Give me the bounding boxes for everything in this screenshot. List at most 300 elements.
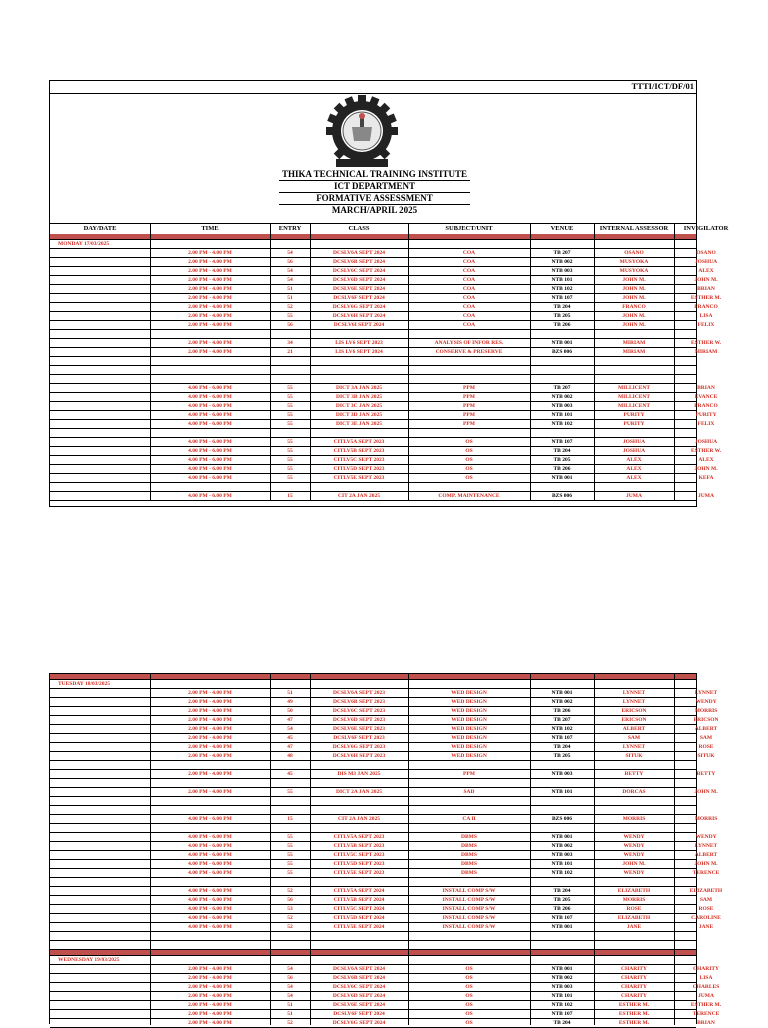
col-invigilator: INVIGILATOR	[683, 225, 729, 232]
cell-venue: NTB 003	[551, 268, 573, 274]
cell-time: 2.00 PM - 4.00 PM	[188, 744, 232, 750]
cell-entry: 55	[287, 870, 293, 876]
cell-invigilator: ERICSON	[693, 717, 719, 723]
cell-class: DICT 2A JAN 2025	[336, 789, 382, 795]
cell-assessor: WENDY	[623, 870, 645, 876]
cell-subject: WED DESIGN	[451, 717, 487, 723]
cell-entry: 52	[287, 924, 293, 930]
cell-class: DCSLV6C SEPT 2024	[332, 984, 386, 990]
cell-subject: INSTALL COMP S/W	[442, 897, 496, 903]
cell-venue: NTB 107	[551, 735, 573, 741]
cell-venue: NTB 001	[551, 966, 573, 972]
cell-entry: 51	[287, 286, 293, 292]
cell-entry: 55	[287, 466, 293, 472]
cell-subject: COA	[462, 259, 476, 265]
cell-venue: TB 204	[553, 888, 571, 894]
spacer-row	[50, 330, 696, 339]
col-subject: SUBJECT/UNIT	[445, 225, 493, 232]
cell-class: DCSLV6G SEPT 2023	[332, 744, 386, 750]
cell-assessor: JOSHUA	[622, 448, 646, 454]
cell-subject: DBMS	[461, 861, 477, 867]
cell-subject: WED DESIGN	[451, 753, 487, 759]
cell-time: 4.00 PM - 6.00 PM	[188, 843, 232, 849]
cell-time: 4.00 PM - 6.00 PM	[188, 924, 232, 930]
table-row	[50, 851, 718, 860]
spacer-row	[50, 824, 696, 833]
col-assessor: INTERNAL ASSESSOR	[599, 225, 669, 232]
cell-assessor: JOHN M.	[622, 322, 646, 328]
cell-assessor: WENDY	[623, 843, 645, 849]
col-venue: VENUE	[550, 225, 574, 232]
cell-time: 4.00 PM - 6.00 PM	[188, 906, 232, 912]
cell-class: CITLV5D SEPT 2024	[333, 915, 385, 921]
table-row	[50, 992, 714, 1001]
cell-subject: WED DESIGN	[451, 744, 487, 750]
table-row	[50, 725, 718, 734]
cell-subject: INSTALL COMP S/W	[442, 915, 496, 921]
cell-class: DIS M3 JAN 2025	[337, 771, 381, 777]
cell-entry: 55	[287, 412, 293, 418]
cell-time: 2.00 PM - 4.00 PM	[188, 340, 232, 346]
table-row	[50, 914, 721, 923]
day-date-label: TUESDAY 18/03/2025	[58, 681, 111, 687]
cell-time: 4.00 PM - 6.00 PM	[188, 870, 232, 876]
cell-invigilator: ROSE	[698, 744, 714, 750]
table-row	[50, 734, 713, 743]
cell-subject: OS	[465, 439, 473, 445]
column-divider	[270, 234, 271, 501]
cell-subject: PPM	[463, 403, 475, 409]
cell-entry: 55	[287, 421, 293, 427]
cell-time: 2.00 PM - 4.00 PM	[188, 975, 232, 981]
cell-venue: BZS 006	[551, 816, 573, 822]
cell-time: 4.00 PM - 6.00 PM	[188, 493, 232, 499]
cell-assessor: MILLICENT	[617, 403, 651, 409]
cell-time: 4.00 PM - 6.00 PM	[188, 861, 232, 867]
cell-assessor: CHARITY	[621, 993, 647, 999]
cell-invigilator: ALEX	[698, 457, 714, 463]
cell-invigilator: FELIX	[697, 322, 715, 328]
cell-assessor: MIRIAM	[622, 340, 646, 346]
cell-subject: OS	[465, 457, 473, 463]
cell-subject: WED DESIGN	[451, 690, 487, 696]
cell-time: 4.00 PM - 6.00 PM	[188, 439, 232, 445]
cell-subject: SAD	[463, 789, 475, 795]
cell-assessor: JOSHUA	[622, 439, 646, 445]
cell-time: 4.00 PM - 6.00 PM	[188, 852, 232, 858]
cell-time: 4.00 PM - 6.00 PM	[188, 457, 232, 463]
col-entry: ENTRY	[278, 225, 302, 232]
cell-subject: WED DESIGN	[451, 726, 487, 732]
cell-entry: 53	[287, 906, 293, 912]
cell-class: DCSLV6B SEPT 2024	[333, 975, 385, 981]
cell-class: CITLV5A SEPT 2024	[333, 888, 385, 894]
spacer-row	[50, 941, 696, 950]
cell-venue: NTB 001	[551, 340, 573, 346]
cell-assessor: ERICSON	[621, 717, 647, 723]
cell-invigilator: CHARITY	[693, 966, 719, 972]
cell-invigilator: JUMA	[698, 993, 714, 999]
cell-venue: TB 207	[553, 250, 571, 256]
cell-entry: 55	[287, 475, 293, 481]
cell-time: 2.00 PM - 4.00 PM	[188, 984, 232, 990]
spacer-row	[50, 761, 696, 770]
cell-entry: 52	[287, 304, 293, 310]
cell-invigilator: JOHN M.	[694, 789, 718, 795]
cell-subject: PPM	[463, 412, 475, 418]
cell-assessor: CHARITY	[621, 966, 647, 972]
cell-assessor: LYNNET	[622, 690, 646, 696]
column-divider	[310, 674, 311, 1025]
cell-assessor: ESTHER M.	[618, 1011, 650, 1017]
column-divider	[530, 234, 531, 501]
cell-venue: NTB 101	[551, 277, 573, 283]
document-titles	[279, 169, 470, 216]
cell-subject: COA	[462, 268, 476, 274]
cell-invigilator: BETTY	[696, 771, 716, 777]
cell-venue: NTB 002	[551, 699, 573, 705]
cell-venue: TB 204	[553, 448, 571, 454]
table-row	[50, 869, 720, 878]
cell-time: 2.00 PM - 4.00 PM	[188, 699, 232, 705]
cell-venue: TB 207	[553, 717, 571, 723]
cell-subject: OS	[465, 984, 473, 990]
timetable-page-2	[49, 673, 723, 1026]
cell-entry: 56	[287, 322, 293, 328]
spacer-row	[50, 429, 696, 438]
cell-class: DCSLV6E SEPT 2024	[333, 1002, 385, 1008]
cell-time: 2.00 PM - 4.00 PM	[188, 286, 232, 292]
table-row	[50, 303, 718, 312]
cell-entry: 55	[287, 861, 293, 867]
cell-invigilator: ESTHER M.	[690, 1002, 722, 1008]
spacer-row	[50, 366, 696, 375]
cell-class: CITLV5A SEPT 2023	[333, 439, 385, 445]
table-row	[50, 1001, 722, 1010]
schedule-grid-tuesday-wednesday	[50, 674, 723, 1026]
cell-subject: WED DESIGN	[451, 735, 487, 741]
assessment-title: FORMATIVE ASSESSMENT	[279, 192, 470, 204]
cell-venue: TB 205	[553, 753, 571, 759]
cell-class: CITLV5B SEPT 2023	[333, 843, 385, 849]
day-date-label: MONDAY 17/03/2025	[58, 241, 110, 247]
cell-time: 2.00 PM - 4.00 PM	[188, 250, 232, 256]
cell-class: DCSLV6C SEPT 2023	[332, 708, 386, 714]
cell-class: DCSLV6A SEPT 2024	[333, 250, 385, 256]
cell-entry: 34	[287, 340, 293, 346]
cell-class: DCSLV6C SEPT 2024	[332, 268, 386, 274]
cell-assessor: MILLICENT	[617, 394, 651, 400]
table-row	[50, 492, 714, 501]
cell-assessor: MILLICENT	[617, 385, 651, 391]
cell-assessor: ESTHER M.	[618, 1020, 650, 1026]
cell-assessor: ELIZABETH	[617, 915, 651, 921]
cell-time: 2.00 PM - 4.00 PM	[188, 295, 232, 301]
cell-class: DCSLV6D SEPT 2024	[332, 993, 386, 999]
cell-entry: 52	[287, 888, 293, 894]
cell-invigilator: JOHN M.	[694, 277, 718, 283]
cell-invigilator: JANE	[698, 924, 714, 930]
cell-assessor: MORRIS	[622, 897, 646, 903]
header-divider	[270, 223, 271, 234]
cell-time: 2.00 PM - 4.00 PM	[188, 1020, 232, 1026]
cell-time: 2.00 PM - 4.00 PM	[188, 322, 232, 328]
cell-class: CITLV5D SEPT 2023	[333, 466, 385, 472]
col-time: TIME	[201, 225, 219, 232]
table-row	[50, 465, 718, 474]
table-row	[50, 905, 714, 914]
cell-subject: INSTALL COMP S/W	[442, 924, 496, 930]
cell-invigilator: ROSE	[698, 906, 714, 912]
cell-subject: DBMS	[461, 852, 477, 858]
cell-invigilator: ESTHER W.	[691, 340, 721, 346]
column-divider	[530, 674, 531, 1025]
cell-entry: 56	[287, 259, 293, 265]
cell-class: CITLV5B SEPT 2024	[333, 897, 385, 903]
cell-class: DICT 3C JAN 2025	[335, 403, 383, 409]
cell-venue: NTB 101	[551, 993, 573, 999]
cell-assessor: PURITY	[623, 412, 645, 418]
column-divider	[150, 674, 151, 1025]
cell-time: 2.00 PM - 4.00 PM	[188, 349, 232, 355]
cell-venue: TB 206	[553, 906, 571, 912]
cell-venue: NTB 101	[551, 412, 573, 418]
cell-class: DICT 3D JAN 2025	[335, 412, 383, 418]
cell-class: CITLV5E SEPT 2023	[333, 870, 385, 876]
cell-class: DICT 3B JAN 2025	[336, 394, 382, 400]
cell-venue: TB 207	[553, 385, 571, 391]
assessment-period: MARCH/APRIL 2025	[279, 204, 470, 216]
cell-class: DCSLV6H SEPT 2024	[332, 313, 386, 319]
cell-subject: INSTALL COMP S/W	[442, 906, 496, 912]
spacer-row	[50, 797, 696, 806]
column-divider	[150, 234, 151, 501]
cell-entry: 56	[287, 897, 293, 903]
cell-invigilator: KEFA	[698, 475, 714, 481]
cell-entry: 51	[287, 690, 293, 696]
cell-venue: NTB 107	[551, 439, 573, 445]
cell-subject: COMP. MAINTENANCE	[438, 493, 500, 499]
cell-entry: 47	[287, 717, 293, 723]
day-row	[50, 240, 696, 249]
cell-time: 4.00 PM - 6.00 PM	[188, 888, 232, 894]
cell-entry: 55	[287, 439, 293, 445]
cell-assessor: CHARITY	[621, 975, 647, 981]
cell-entry: 54	[287, 993, 293, 999]
table-row	[50, 285, 715, 294]
cell-entry: 48	[287, 753, 293, 759]
table-row	[50, 294, 722, 303]
cell-invigilator: FRANCO	[694, 403, 718, 409]
cell-subject: OS	[465, 975, 473, 981]
header-divider	[150, 223, 151, 234]
cell-entry: 54	[287, 268, 293, 274]
header-divider	[594, 223, 595, 234]
cell-venue: NTB 107	[551, 1011, 573, 1017]
cell-assessor: ALBERT	[622, 726, 646, 732]
cell-invigilator: ESTHER W.	[691, 448, 721, 454]
cell-subject: PPM	[463, 385, 475, 391]
cell-assessor: MIRIAM	[622, 349, 646, 355]
table-row	[50, 716, 719, 725]
cell-entry: 15	[287, 493, 293, 499]
cell-class: CITLV5C SEPT 2024	[333, 906, 385, 912]
cell-subject: PPM	[463, 421, 475, 427]
cell-venue: NTB 003	[551, 984, 573, 990]
cell-venue: NTB 101	[551, 789, 573, 795]
cell-invigilator: JOSHUA	[694, 439, 718, 445]
cell-subject: OS	[465, 966, 473, 972]
cell-venue: NTB 102	[551, 286, 573, 292]
cell-entry: 54	[287, 966, 293, 972]
cell-entry: 47	[287, 744, 293, 750]
spacer-row	[50, 806, 696, 815]
cell-assessor: MUSYOKA	[619, 268, 649, 274]
cell-class: CITLV5A SEPT 2023	[333, 834, 385, 840]
cell-invigilator: JOHN M.	[694, 861, 718, 867]
cell-venue: BZS 006	[551, 349, 573, 355]
cell-assessor: ESTHER M.	[618, 1002, 650, 1008]
cell-invigilator: ESTHER M.	[690, 295, 722, 301]
column-divider	[310, 234, 311, 501]
cell-venue: TB 206	[553, 708, 571, 714]
day-date-label: WEDNESDAY 19/03/2025	[58, 957, 120, 963]
cell-assessor: BETTY	[624, 771, 644, 777]
table-row	[50, 896, 713, 905]
cell-invigilator: JOHN M.	[694, 466, 718, 472]
cell-time: 2.00 PM - 4.00 PM	[188, 690, 232, 696]
cell-entry: 55	[287, 834, 293, 840]
cell-invigilator: LISA	[699, 313, 713, 319]
cell-time: 4.00 PM - 6.00 PM	[188, 385, 232, 391]
cell-class: DCSLV6B SEPT 2023	[333, 699, 385, 705]
cell-class: DCSLV6F SEPT 2024	[333, 295, 385, 301]
cell-invigilator: OSANO	[696, 250, 716, 256]
cell-invigilator: LYNNET	[694, 843, 718, 849]
cell-subject: WED DESIGN	[451, 708, 487, 714]
cell-time: 4.00 PM - 6.00 PM	[188, 915, 232, 921]
cell-assessor: MORRIS	[622, 816, 646, 822]
table-row	[50, 974, 713, 983]
cell-venue: NTB 003	[551, 771, 573, 777]
cell-time: 4.00 PM - 6.00 PM	[188, 421, 232, 427]
spacer-row	[50, 932, 696, 941]
cell-entry: 49	[287, 699, 293, 705]
table-row	[50, 770, 716, 779]
cell-entry: 50	[287, 708, 293, 714]
cell-venue: NTB 001	[551, 834, 573, 840]
timetable-page-1	[49, 80, 729, 507]
table-row	[50, 393, 718, 402]
cell-venue: NTB 102	[551, 1002, 573, 1008]
cell-assessor: JUMA	[626, 493, 642, 499]
cell-invigilator: CAROLINE	[691, 915, 721, 921]
cell-class: CITLV5E SEPT 2023	[333, 475, 385, 481]
cell-assessor: WENDY	[623, 852, 645, 858]
cell-subject: COA	[462, 295, 476, 301]
cell-class: CITLV5C SEPT 2023	[333, 852, 385, 858]
cell-subject: COA	[462, 277, 476, 283]
cell-time: 4.00 PM - 6.00 PM	[188, 834, 232, 840]
cell-assessor: FRANCO	[622, 304, 646, 310]
cell-time: 4.00 PM - 6.00 PM	[188, 475, 232, 481]
cell-assessor: CHARITY	[621, 984, 647, 990]
cell-venue: NTB 003	[551, 403, 573, 409]
cell-class: CITLV5E SEPT 2024	[333, 924, 385, 930]
cell-venue: TB 204	[553, 744, 571, 750]
document-code: TTTI/ICT/DF/01	[631, 81, 694, 91]
cell-assessor: PURITY	[623, 421, 645, 427]
table-row	[50, 384, 715, 393]
cell-venue: NTB 001	[551, 475, 573, 481]
spacer-row	[50, 483, 696, 492]
cell-time: 2.00 PM - 4.00 PM	[188, 1011, 232, 1017]
cell-venue: TB 206	[553, 322, 571, 328]
cell-assessor: JOHN M.	[622, 286, 646, 292]
cell-assessor: SITUK	[625, 753, 643, 759]
cell-time: 4.00 PM - 6.00 PM	[188, 412, 232, 418]
cell-class: DCSLV6D SEPT 2024	[332, 277, 386, 283]
institute-logo	[312, 95, 412, 173]
cell-invigilator: BRIAN	[697, 1020, 715, 1026]
cell-class: DCSLV6B SEPT 2024	[333, 259, 385, 265]
cell-time: 4.00 PM - 6.00 PM	[188, 897, 232, 903]
cell-class: LIS LV6 SEPT 2024	[335, 349, 383, 355]
cell-subject: OS	[465, 475, 473, 481]
cell-subject: OS	[465, 466, 473, 472]
cell-invigilator: PURITY	[695, 412, 717, 418]
cell-assessor: MUSYOKA	[619, 259, 649, 265]
cell-time: 2.00 PM - 4.00 PM	[188, 268, 232, 274]
cell-venue: NTB 107	[551, 295, 573, 301]
cell-entry: 51	[287, 295, 293, 301]
cell-entry: 55	[287, 448, 293, 454]
table-row	[50, 420, 715, 429]
cell-class: DCSLV6I SEPT 2024	[333, 322, 385, 328]
cell-class: DCSLV6A SEPT 2023	[333, 690, 385, 696]
cell-subject: COA	[462, 313, 476, 319]
cell-invigilator: WENDY	[695, 834, 717, 840]
cell-assessor: DORCAS	[622, 789, 646, 795]
cell-time: 2.00 PM - 4.00 PM	[188, 735, 232, 741]
cell-subject: DBMS	[461, 870, 477, 876]
cell-class: DCSLV6E SEPT 2024	[333, 286, 385, 292]
cell-assessor: ERICSON	[621, 708, 647, 714]
cell-subject: INSTALL COMP S/W	[442, 888, 496, 894]
cell-venue: TB 205	[553, 897, 571, 903]
cell-subject: CONSERVE & PRESERVE	[435, 349, 503, 355]
cell-assessor: LYNNET	[622, 744, 646, 750]
cell-entry: 51	[287, 1002, 293, 1008]
cell-subject: ANALYSIS OF INFOR RES.	[434, 340, 504, 346]
cell-invigilator: FELIX	[697, 421, 715, 427]
cell-time: 2.00 PM - 4.00 PM	[188, 993, 232, 999]
cell-assessor: WENDY	[623, 834, 645, 840]
cell-entry: 54	[287, 277, 293, 283]
cell-subject: DBMS	[461, 834, 477, 840]
column-divider	[594, 234, 595, 501]
cell-time: 2.00 PM - 4.00 PM	[188, 753, 232, 759]
cell-time: 2.00 PM - 4.00 PM	[188, 966, 232, 972]
cell-time: 4.00 PM - 6.00 PM	[188, 448, 232, 454]
table-row	[50, 258, 718, 267]
cell-subject: COA	[462, 250, 476, 256]
cell-venue: NTB 002	[551, 259, 573, 265]
cell-subject: DBMS	[461, 843, 477, 849]
day-row	[50, 680, 696, 689]
cell-invigilator: MIRIAM	[694, 349, 718, 355]
table-row	[50, 456, 714, 465]
